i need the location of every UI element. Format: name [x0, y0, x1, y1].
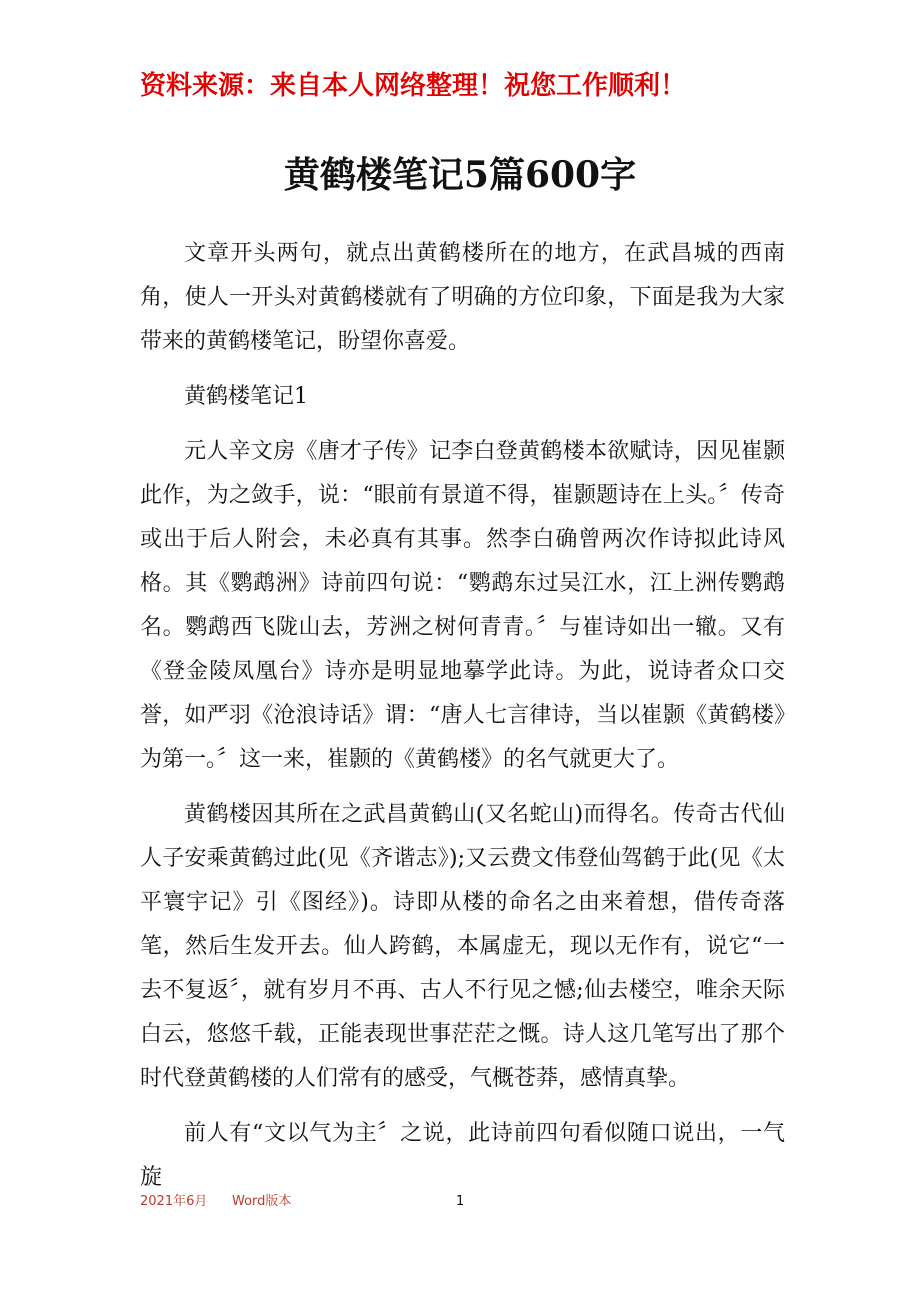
page-footer: [0, 1191, 920, 1213]
footer-date: 2021年6月: [140, 1194, 208, 1209]
intro-paragraph: 文章开头两句，就点出黄鹤楼所在的地方，在武昌城的西南角，使人一开头对黄鹤楼就有了明确的方位印象，下面是我为大家带来的黄鹤楼笔记，盼望你喜爱。: [140, 241, 785, 354]
source-banner: 资料来源：来自本人网络整理！祝您工作顺利！: [140, 71, 687, 101]
document-title: 黄鹤楼笔记5篇600字: [283, 154, 637, 196]
document-body: [140, 232, 785, 1211]
body-paragraph: 黄鹤楼因其所在之武昌黄鹤山(又名蛇山)而得名。传奇古代仙人子安乘黄鹤过此(见《齐谐志》);又云费文伟登仙驾鹤于此(见《太平寰宇记》引《图经》)。诗即从楼的命名之由来着想，借传奇落笔，然后生发开去。仙人跨鹤，本属虚无，现以无作有，说它“一去不复返〞，就有岁月不再、古人不行见之憾;仙去楼空，唯余天际白云，悠悠千载，正能表现世事茫茫之慨。诗人这几笔写出了那个时代登黄鹤楼的人们常有的感受，气概苍莽，感情真挚。: [140, 802, 785, 1091]
page-number: 1: [456, 1194, 465, 1209]
section-heading: 黄鹤楼笔记1: [184, 384, 308, 409]
body-paragraph: 元人辛文房《唐才子传》记李白登黄鹤楼本欲赋诗，因见崔颢此作，为之敛手，说：“眼前有景道不得，崔颢题诗在上头。〞传奇或出于后人附会，未必真有其事。然李白确曾两次作诗拟此诗风格。其《鹦鹉洲》诗前四句说：“鹦鹉东过吴江水，江上洲传鹦鹉名。鹦鹉西飞陇山去，芳洲之树何青青。〞与崔诗如出一辙。又有《登金陵凤凰台》诗亦是明显地摹学此诗。为此，说诗者众口交誉，如严羽《沧浪诗话》谓：“唐人七言律诗，当以崔颢《黄鹤楼》为第一。〞这一来，崔颢的《黄鹤楼》的名气就更大了。: [140, 439, 785, 772]
footer-version: Word版本: [232, 1194, 292, 1209]
body-paragraph: 前人有“文以气为主〞之说，此诗前四句看似随口说出，一气旋: [140, 1121, 785, 1190]
